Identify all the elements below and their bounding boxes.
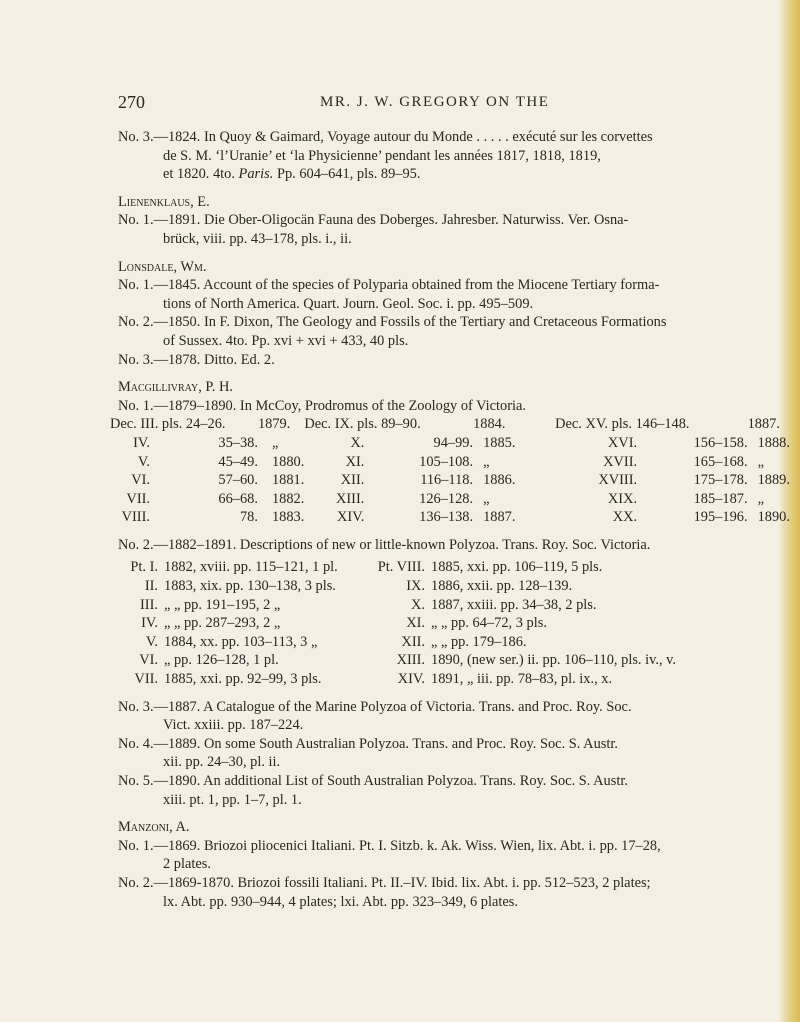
- table-cell: XIII.: [335, 490, 365, 507]
- table-cell: V.: [137, 453, 150, 470]
- part-label: III.: [140, 596, 158, 613]
- entry-line: tions of North America. Quart. Journ. Geol. Soc. i. pp. 495–509.: [163, 295, 534, 312]
- entry-macgillivray-no5: [118, 772, 790, 809]
- table-cell: Dec. XV. pls. 146–148.: [555, 416, 690, 433]
- table-cell: XVII.: [603, 453, 638, 470]
- page-header: [0, 92, 800, 116]
- entry-line: No. 1.—1845. Account of the species of Polyparia obtained from the Miocene Tertiary forma-: [118, 277, 660, 294]
- table-cell: 1883.: [271, 509, 305, 526]
- table-cell: 126–128.: [419, 490, 474, 507]
- table-cell: IV.: [133, 434, 150, 451]
- table-cell: „: [757, 453, 764, 470]
- entry-text: et 1820. 4to.: [163, 166, 239, 183]
- part-detail: 1885, xxi. pp. 92–99, 3 pls.: [164, 671, 322, 688]
- table-cell: XI.: [345, 453, 365, 470]
- list-item: [118, 670, 363, 689]
- page-number: 270: [118, 92, 145, 112]
- part-label: V.: [145, 633, 158, 650]
- entry-lienenklaus-no1: [118, 211, 790, 248]
- part-detail: 1891, „ iii. pp. 78–83, pl. ix., x.: [431, 671, 613, 688]
- table-cell: 105–108.: [419, 453, 474, 470]
- table-cell: 1881.: [271, 472, 305, 489]
- table-cell: 195–196.: [693, 509, 748, 526]
- table-cell: 1882.: [271, 490, 305, 507]
- part-label: II.: [144, 578, 158, 595]
- part-detail: 1886, xxii. pp. 128–139.: [431, 578, 573, 595]
- entry-manzoni-no1: [118, 837, 790, 874]
- table-cell: VIII.: [121, 509, 150, 526]
- list-item: [118, 558, 363, 577]
- entry-macgillivray-no3: [118, 698, 790, 735]
- table-cell: 35–38.: [218, 434, 258, 451]
- parts-list: [118, 558, 790, 688]
- part-detail: 1884, xx. pp. 103–113, 3 „: [164, 633, 318, 650]
- list-item: [118, 614, 363, 633]
- entry-line: No. 1.—1879–1890. In McCoy, Prodromus of the Zoology of Victoria.: [118, 397, 527, 414]
- part-label: Pt. VIII.: [377, 559, 425, 576]
- entry-line: of Sussex. 4to. Pp. xvi + xvi + 433, 40 pls.: [163, 332, 409, 349]
- part-label: XIII.: [396, 652, 425, 669]
- table-cell: 94–99.: [433, 434, 474, 451]
- part-detail: 1885, xxi. pp. 106–119, 5 pls.: [431, 559, 603, 576]
- author-heading: Lonsdale, Wm.: [118, 258, 207, 275]
- part-detail: 1887, xxiii. pp. 34–38, 2 pls.: [431, 596, 597, 613]
- list-item: [363, 577, 790, 596]
- part-label: X.: [411, 596, 425, 613]
- entry-line: No. 3.—1887. A Catalogue of the Marine Polyzoa of Victoria. Trans. and Proc. Roy. Soc.: [118, 698, 632, 715]
- list-item: [118, 633, 363, 652]
- list-item: [118, 577, 363, 596]
- entry-line: No. 4.—1889. On some South Australian Polyzoa. Trans. and Proc. Roy. Soc. S. Austr.: [118, 735, 618, 752]
- table-cell: 66–68.: [218, 490, 258, 507]
- part-label: Pt. I.: [130, 559, 158, 576]
- table-cell: 1884.: [473, 416, 506, 433]
- table-cell: 1885.: [483, 434, 516, 451]
- entry-lonsdale-no1: [118, 276, 790, 313]
- table-row: [110, 471, 790, 490]
- entry-text: Pp. 604–641, pls. 89–95.: [273, 166, 421, 183]
- table-cell: 175–178.: [693, 472, 748, 489]
- part-detail: 1883, xix. pp. 130–138, 3 pls.: [164, 578, 336, 595]
- parts-column-right: [363, 558, 790, 688]
- table-cell: 1887.: [747, 416, 780, 433]
- table-cell: 1888.: [757, 434, 790, 451]
- list-item: [363, 670, 790, 689]
- part-detail: „ pp. 126–128, 1 pl.: [164, 652, 279, 669]
- table-cell: Dec. III. pls. 24–26.: [110, 416, 226, 433]
- part-label: XII.: [401, 633, 425, 650]
- entry-macgillivray-no2: [118, 536, 790, 555]
- table-row: [110, 490, 790, 509]
- table-cell: Dec. IX. pls. 89–90.: [304, 416, 421, 433]
- entry-line: lx. Abt. pp. 930–944, 4 plates; lxi. Abt. pp. 323–349, 6 plates.: [163, 893, 518, 910]
- entry-manzoni-no2: [118, 874, 790, 911]
- table-cell: „: [757, 490, 764, 507]
- table-cell: 116–118.: [420, 472, 474, 489]
- table-row: [110, 434, 790, 453]
- table-cell: 1886.: [483, 472, 516, 489]
- list-item: [363, 558, 790, 577]
- entry-line: No. 2.—1869-1870. Briozoi fossili Italiani. Pt. II.–IV. Ibid. lix. Abt. i. pp. 512–523, 2 plates;: [118, 874, 651, 891]
- table-cell: 1889.: [757, 472, 790, 489]
- table-cell: 1890.: [757, 509, 790, 526]
- part-detail: „ „ pp. 191–195, 2 „: [164, 596, 281, 613]
- entry-lonsdale-no3: [118, 351, 790, 370]
- entry-macgillivray-no1: [118, 397, 790, 416]
- entry-line: No. 1.—1869. Briozoi pliocenici Italiani. Pt. I. Sitzb. k. Ak. Wiss. Wien, lix. Abt. i. pp. 17–28,: [118, 837, 661, 854]
- table-row: [110, 415, 790, 434]
- table-cell: VII.: [126, 490, 150, 507]
- entry-line: Vict. xxiii. pp. 187–224.: [163, 717, 304, 734]
- table-cell: 136–138.: [419, 509, 474, 526]
- list-item: [118, 596, 363, 615]
- entry-line: xii. pp. 24–30, pl. ii.: [163, 754, 281, 771]
- place-of-publication: Paris.: [238, 166, 274, 183]
- bibliography-body: [110, 128, 790, 911]
- parts-column-left: [118, 558, 363, 688]
- entry-line: [163, 165, 790, 184]
- table-cell: „: [271, 434, 279, 451]
- part-label: XI.: [406, 615, 425, 632]
- entry-quoy-no3: [118, 128, 790, 184]
- table-cell: „: [483, 453, 490, 470]
- entry-line: xiii. pt. 1, pp. 1–7, pl. 1.: [163, 791, 302, 808]
- author-heading: Lienenklaus, E.: [118, 193, 210, 210]
- table-cell: 78.: [239, 509, 258, 526]
- list-item: [118, 651, 363, 670]
- part-label: IV.: [141, 615, 158, 632]
- entry-line: No. 1.—1891. Die Ober-Oligocän Fauna des Doberges. Jahresber. Naturwiss. Ver. Osna-: [118, 212, 629, 229]
- entry-line: brück, viii. pp. 43–178, pls. i., ii.: [163, 230, 352, 247]
- entry-lonsdale-no2: [118, 313, 790, 350]
- part-detail: 1890, (new ser.) ii. pp. 106–110, pls. iv., v.: [431, 652, 677, 669]
- author-heading: Manzoni, A.: [118, 819, 190, 836]
- table-cell: XIV.: [337, 509, 365, 526]
- part-detail: „ „ pp. 287–293, 2 „: [164, 615, 281, 632]
- list-item: [363, 633, 790, 652]
- table-cell: VI.: [131, 472, 150, 489]
- table-cell: XIX.: [607, 490, 638, 507]
- decades-table: [110, 415, 790, 527]
- part-label: VI.: [139, 652, 158, 669]
- entry-line: No. 5.—1890. An additional List of South Australian Polyzoa. Trans. Roy. Soc. S. Austr.: [118, 773, 628, 789]
- table-cell: 185–187.: [693, 490, 748, 507]
- table-row: [110, 508, 790, 527]
- author-heading: Macgillivray, P. H.: [118, 379, 233, 396]
- table-row: [110, 453, 790, 472]
- table-cell: 1887.: [483, 509, 516, 526]
- table-cell: „: [483, 490, 490, 507]
- entry-line: No. 2.—1882–1891. Descriptions of new or little-known Polyzoa. Trans. Roy. Soc. Victoria.: [118, 536, 651, 553]
- table-cell: XII.: [340, 472, 365, 489]
- table-cell: XVIII.: [598, 472, 638, 489]
- part-detail: „ „ pp. 64–72, 3 pls.: [431, 615, 547, 632]
- list-item: [363, 614, 790, 633]
- table-cell: 1879.: [257, 416, 291, 433]
- list-item: [363, 651, 790, 670]
- table-cell: XX.: [612, 509, 638, 526]
- running-title: MR. J. W. GREGORY ON THE: [320, 94, 550, 110]
- table-cell: 57–60.: [218, 472, 258, 489]
- table-cell: 165–168.: [693, 453, 748, 470]
- entry-macgillivray-no4: [118, 735, 790, 772]
- entry-line: No. 3.—1878. Ditto. Ed. 2.: [118, 351, 275, 368]
- entry-line: de S. M. ‘l’Uranie’ et ‘la Physicienne’ pendant les années 1817, 1818, 1819,: [163, 147, 601, 164]
- table-cell: 45–49.: [218, 453, 258, 470]
- part-detail: 1882, xviii. pp. 115–121, 1 pl.: [164, 559, 338, 576]
- table-cell: 156–158.: [693, 434, 748, 451]
- list-item: [363, 596, 790, 615]
- entry-line: 2 plates.: [163, 856, 211, 873]
- table-cell: 1880.: [271, 453, 305, 470]
- table-cell: XVI.: [607, 434, 638, 451]
- part-label: XIV.: [397, 671, 425, 688]
- part-label: VII.: [134, 671, 158, 688]
- part-label: IX.: [406, 578, 425, 595]
- part-detail: „ „ pp. 179–186.: [431, 633, 527, 650]
- table-cell: X.: [350, 434, 365, 451]
- entry-line: No. 2.—1850. In F. Dixon, The Geology and Fossils of the Tertiary and Cretaceous Formations: [118, 314, 667, 331]
- entry-line: No. 3.—1824. In Quoy & Gaimard, Voyage autour du Monde . . . . . exécuté sur les corvettes: [118, 129, 653, 145]
